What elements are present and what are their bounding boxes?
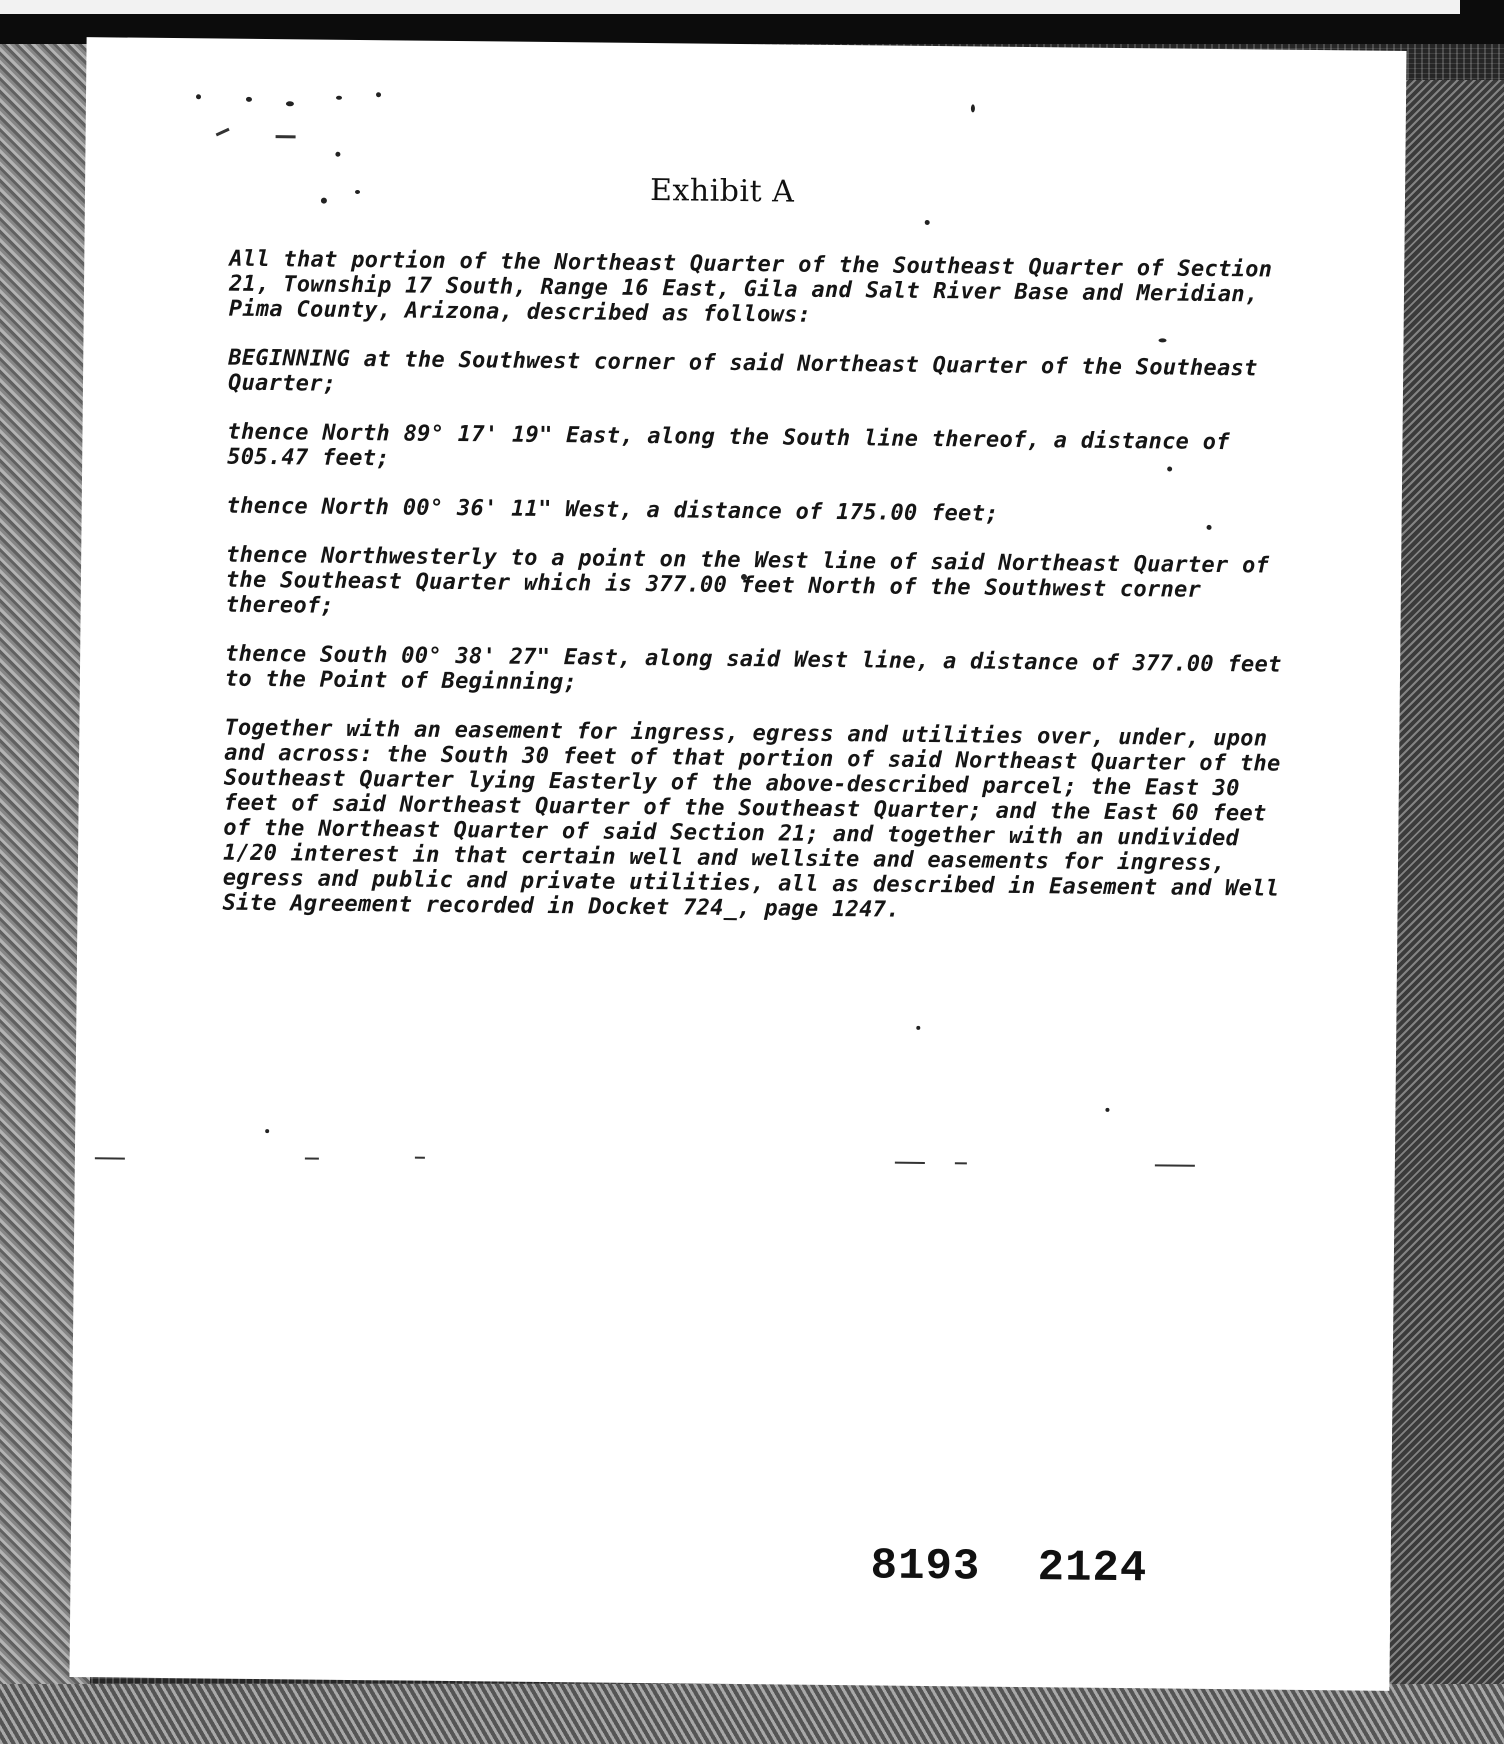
scan-mark: [276, 135, 296, 138]
scan-speck: [376, 92, 381, 97]
paragraph-course-3: thence Northwesterly to a point on the West line of said Northeast Quarter of the Southeast Quarter which is 377.00 feet North of the Southwest corner thereof;: [225, 542, 1270, 619]
scan-speck: [916, 1026, 920, 1030]
scan-speck: [196, 94, 201, 99]
scan-speck: [971, 104, 975, 112]
scan-speck: [335, 152, 340, 157]
scan-speck: [246, 97, 252, 102]
paragraph-preamble: All that portion of the Northeast Quarter of the Southeast Quarter of Section 21, Township 17 South, Range 16 East, Gila and Salt River Base and Meridian, Pima County, Arizona, described as follows:: [228, 246, 1273, 328]
scan-speck: [925, 220, 930, 225]
paragraph-course-2: thence North 00° 36' 11" West, a distance of 175.00 feet;: [226, 493, 999, 527]
legal-description: [222, 247, 1289, 951]
scan-speck: [336, 96, 342, 100]
exhibit-title: Exhibit A: [649, 173, 795, 210]
scan-speck: [265, 1129, 269, 1133]
paragraph-beginning: BEGINNING at the Southwest corner of said Northeast Quarter of the Southeast Quarter;: [227, 345, 1258, 397]
scan-speck: [321, 198, 327, 204]
scan-mark: [95, 1157, 125, 1159]
scan-mark: [305, 1157, 319, 1159]
scan-mark: [1155, 1164, 1195, 1166]
scan-mark: [415, 1157, 425, 1159]
scan-mark: [955, 1162, 967, 1164]
scan-mark: [216, 128, 230, 137]
scan-mark: [895, 1162, 925, 1164]
paragraph-easement: Together with an easement for ingress, egress and utilities over, under, upon and across: the South 30 feet of that portion of said Northeast Quarter of the Southeast Quarter lying Easterly of the above-described parcel; the East 30 feet of said Northeast Quarter of the Southeast Quarter; and the East 60 feet of the Northeast Quarter of said Section 21; and together with an undivided 1/20 interest in that certain well and wellsite and easements for ingress, egress and public and private utilities, all as described in Easement and Well Site Agreement recorded in Docket 724_, page 1247.: [222, 715, 1281, 923]
scan-speck: [355, 190, 360, 194]
scan-speck: [1105, 1108, 1109, 1112]
scan-noise-bottom: [0, 1684, 1504, 1744]
paragraph-course-4: thence South 00° 38' 27" East, along said West line, a distance of 377.00 feet to the Point of Beginning;: [224, 641, 1282, 696]
scan-edge-top-light: [0, 0, 1460, 14]
scan-speck: [286, 101, 294, 106]
document-page: [69, 37, 1406, 1691]
paragraph-course-1: thence North 89° 17' 19" East, along the South line thereof, a distance of 505.47 feet;: [227, 419, 1230, 472]
docket-page-stamp: 8193 2124: [870, 1541, 1148, 1595]
